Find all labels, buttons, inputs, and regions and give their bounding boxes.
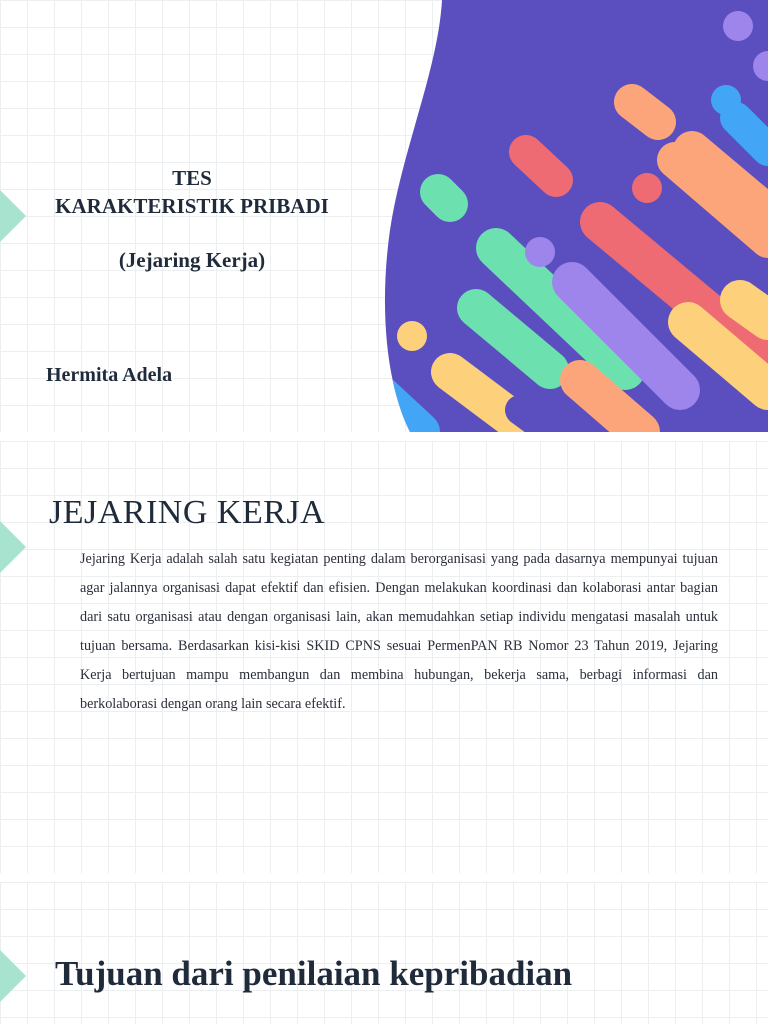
- author-name: Hermita Adela: [46, 364, 173, 386]
- art-stripe: [438, 192, 450, 204]
- title-subtitle: (Jejaring Kerja): [118, 248, 266, 272]
- art-dot: [711, 85, 741, 115]
- accent-triangle: [0, 950, 26, 1002]
- slide-title: [20, 164, 364, 274]
- title-slide: [0, 0, 768, 432]
- art-stripe: [380, 395, 420, 432]
- accent-triangle: [0, 521, 26, 573]
- art-stripe: [632, 102, 658, 122]
- title-line-tes: TES: [172, 166, 212, 190]
- section-heading-jejaring-kerja: JEJARING KERJA: [49, 494, 326, 531]
- art-stripe: [740, 300, 768, 320]
- slide-separator: [0, 873, 768, 882]
- title-line-karakteristik: KARAKTERISTIK PRIBADI: [55, 194, 329, 218]
- slide-separator: [0, 432, 768, 441]
- art-dot: [632, 173, 662, 203]
- art-stripe: [520, 410, 550, 432]
- paragraph-definition: Jejaring Kerja adalah salah satu kegiatan penting dalam berorganisasi yang pada dasarnya mempunyai tujuan agar jalannya organisasi dapat efektif dan efisien. Dengan melakukan koordinasi dan kolaborasi antar bagian dari satu organisasi atau dengan organisasi lain, akan memudahkan setiap individu mengatasi masalah untuk tujuan bersama. Berdasarkan kisi-kisi SKID CPNS sesuai PermenPAN RB Nomor 23 Tahun 2019, Jejaring Kerja bertujuan mampu membangun dan membina hubungan, bekerja sama, berbagi informasi dan berkolaborasi dengan orang lain secara efektif.: [80, 551, 718, 712]
- content-slide-tujuan: [0, 882, 768, 1024]
- art-dot: [723, 11, 753, 41]
- art-dot: [525, 237, 555, 267]
- decorative-artwork: [380, 0, 768, 432]
- art-stripe: [526, 152, 556, 180]
- art-dot: [397, 321, 427, 351]
- section-heading-tujuan: Tujuan dari penilaian kepribadian: [55, 954, 573, 993]
- art-stripe: [736, 118, 768, 150]
